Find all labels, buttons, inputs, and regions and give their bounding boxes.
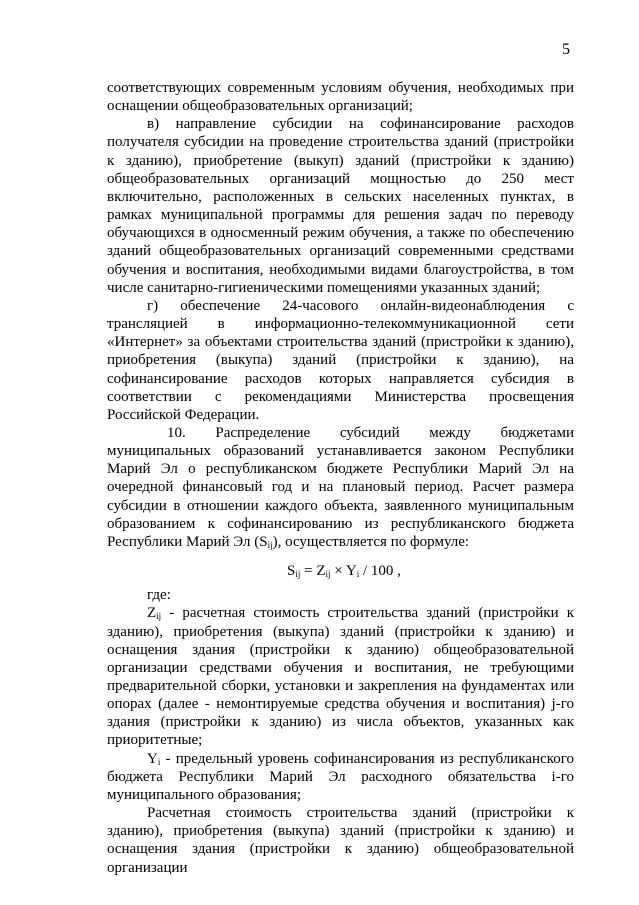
where-label: где: (147, 587, 171, 604)
formula-eq: = Z (300, 563, 326, 580)
definition-y (107, 750, 574, 804)
definition-y-text: - предельный уровень софинансирования из республиканского бюджета Республики Марий Эл расходного обязательства i-го муниципального образования; (107, 750, 574, 803)
definition-y-symbol: Y (147, 750, 158, 767)
page-number: 5 (562, 41, 570, 58)
paragraph-item-g: г) обеспечение 24-часового онлайн-видеонаблюдения с трансляцией в информационно-телекоммуникационной сети «Интернет» за объектами строительства зданий (пристройки к зданию), приобретения (выкупа) зданий (пристройки к зданию), на софинансирование расходов которых направляется субсидия в соответствии с рекомендациями Министерства просвещения Российской Федерации. (107, 297, 574, 423)
formula-y-sub: i (356, 569, 360, 580)
clause-10-tail: ), осуществляется по формуле: (272, 533, 470, 550)
definition-z-text: - расчетная стоимость строительства зданий (пристройки к зданию), приобретения (выкупа) зданий (пристройки к зданию) и оснащения здания (пристройки к зданию) общеобразовательной организации средствами обучения и воспитания, не требующими предварительной сборки, установки и закрепления на фундаментах или опорах (далее - немонтируемые средства обучения и воспитания) j-го здания (пристройки к зданию) из числа объектов, указанных как приоритетные; (107, 605, 574, 749)
definition-z (107, 604, 574, 749)
paragraph-clause-10 (107, 424, 574, 551)
formula (107, 562, 574, 580)
clause-10-text: 10. Распределение субсидий между бюджетами муниципальных образований устанавливается законом Республики Марий Эл о республиканском бюджете Республики Марий Эл на очередной финансовый год и на плановый период. Расчет размера субсидии в отношении каждого объекта, заявленного муниципальным образованием к софинансированию из республиканского бюджета Республики Марий Эл (S (107, 424, 574, 550)
paragraph-estimated-cost: Расчетная стоимость строительства зданий (пристройки к зданию), приобретения (выкупа) зданий (пристройки к зданию) и оснащения здания (пристройки к зданию) общеобразовательной организации (107, 805, 574, 876)
paragraph-item-v: в) направление субсидии на софинансирование расходов получателя субсидии на проведение строительства зданий (пристройки к зданию), приобретение (выкуп) зданий (пристройки к зданию) общеобразовательных организаций мощностью до 250 мест включительно, расположенных в сельских населенных пунктах, в рамках муниципальной программы для решения задач по переводу обучающихся в односменный режим обучения, а также по обеспечению зданий общеобразовательных организаций современными средствами обучения и воспитания, необходимыми видами благоустройства, в том числе санитарно-гигиеническими помещениями указанных зданий; (107, 116, 574, 296)
formula-s: S (287, 563, 296, 580)
paragraph-continuation: соответствующих современным условиям обучения, необходимых при оснащении общеобразовательных организаций; (107, 80, 574, 115)
formula-s-sub: ij (295, 569, 301, 580)
definition-z-sub: ij (156, 611, 162, 622)
formula-z-sub: ij (325, 569, 331, 580)
document-body (107, 79, 574, 877)
definition-y-sub: i (157, 756, 161, 767)
formula-tail: / 100 , (359, 563, 401, 580)
formula-times: × Y (330, 563, 357, 580)
clause-10-subscript: ij (267, 539, 273, 550)
definition-z-symbol: Z (147, 605, 157, 622)
